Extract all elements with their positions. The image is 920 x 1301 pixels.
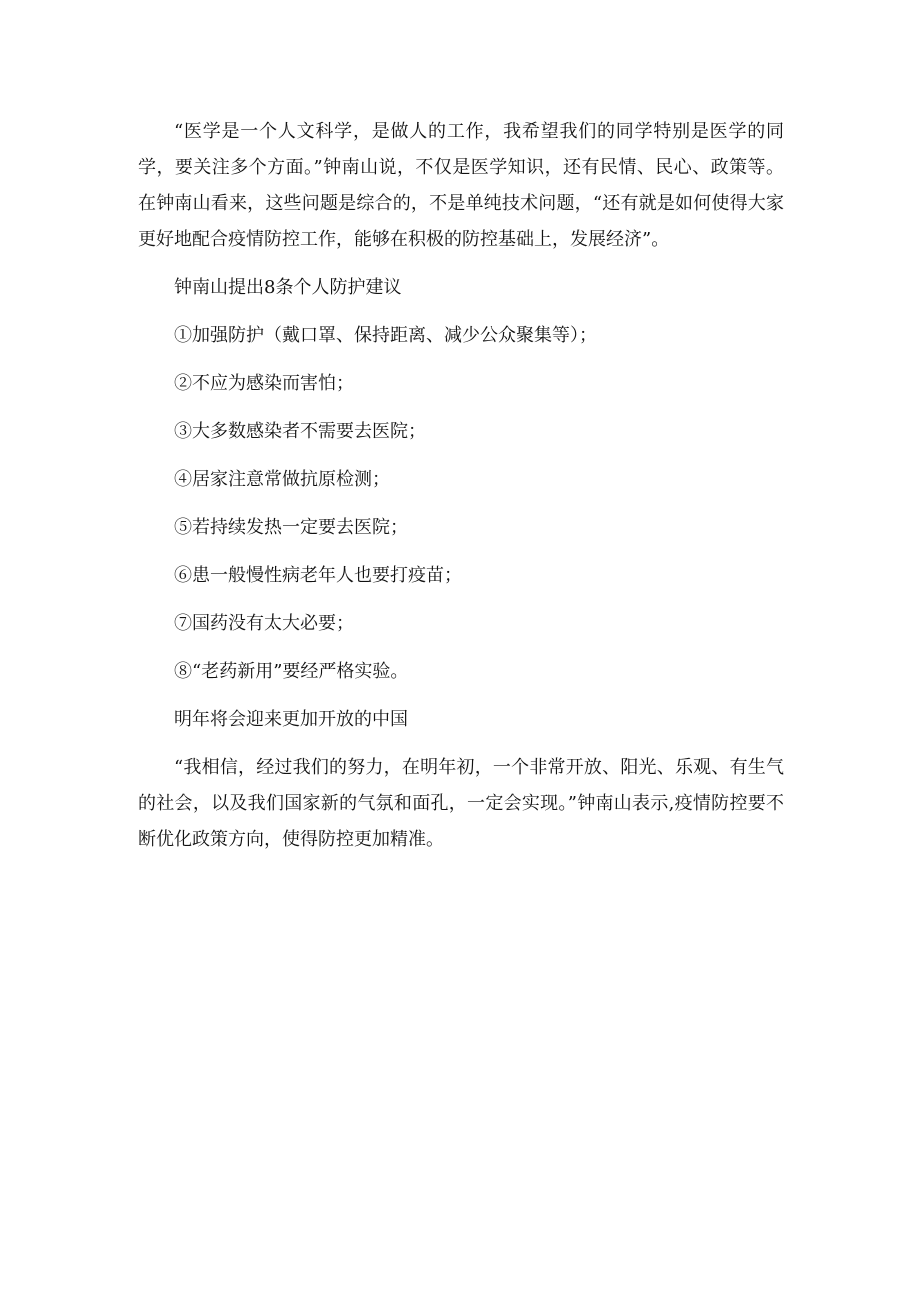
paragraph-1: “医学是一个人文科学，是做人的工作，我希望我们的同学特别是医学的同学，要关注多个方面。”钟南山说，不仅是医学知识，还有民情、民心、政策等。在钟南山看来，这些问题是综合的，不是单纯技术问题，“还有就是如何使得大家更好地配合疫情防控工作，能够在积极的防控基础上，发展经济”。 (138, 121, 784, 250)
heading-protection-advice: 钟南山提出8条个人防护建议 (174, 277, 402, 298)
paragraph-2: “我相信，经过我们的努力，在明年初，一个非常开放、阳光、乐观、有生气的社会，以及我们国家新的气氛和面孔，一定会实现。”钟南山表示,疫情防控要不断优化政策方向，使得防控更加精准。 (138, 757, 784, 850)
list-item: ①加强防护（戴口罩、保持距离、减少公众聚集等）； (174, 325, 597, 346)
document-body (138, 114, 784, 858)
list-item: ⑥患一般慢性病老年人也要打疫苗； (174, 565, 462, 586)
list-item: ⑤若持续发热一定要去医院； (174, 517, 408, 538)
list-item: ②不应为感染而害怕； (174, 373, 354, 394)
list-item: ⑧“老药新用”要经严格实验。 (174, 661, 409, 682)
list-item: ③大多数感染者不需要去医院； (174, 421, 426, 442)
list-item: ④居家注意常做抗原检测； (174, 469, 390, 490)
list-item: ⑦国药没有太大必要； (174, 613, 354, 634)
heading-open-china: 明年将会迎来更加开放的中国 (174, 709, 408, 730)
